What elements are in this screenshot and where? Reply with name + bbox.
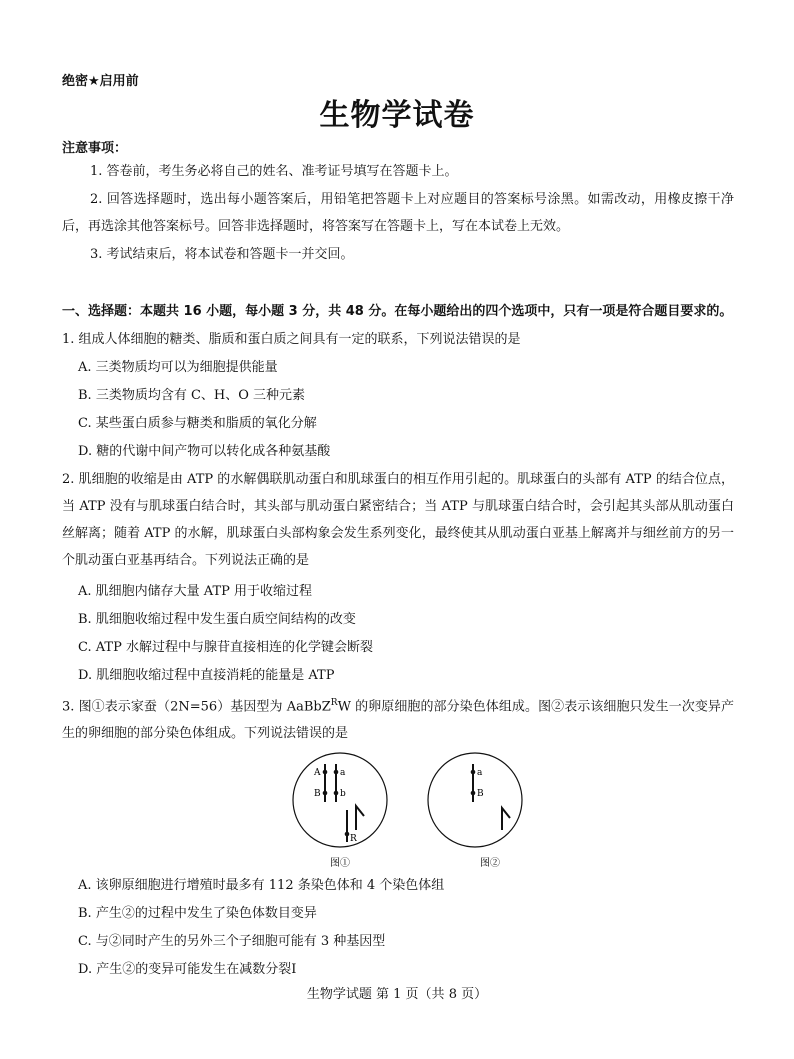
question-3-option-a: A. 该卵原细胞进行增殖时最多有 112 条染色体和 4 个染色体组 bbox=[78, 878, 445, 893]
question-2-stem: 2. 肌细胞的收缩是由 ATP 的水解偶联肌动蛋白和肌球蛋白的相互作用引起的。肌球蛋白的头部有 ATP 的结合位点，当 ATP 没有与肌球蛋白结合时，其头部与肌动蛋白紧密结合；当 ATP 与肌球蛋白结合时，会引起其头部从肌动蛋白丝解离；随着 ATP 的水解，肌球蛋白头部构象会发生系列变化，最终使其从肌动蛋白亚基上解离并与细丝前方的另一个肌动蛋白亚基再结合。下列说法正确的是 bbox=[62, 472, 734, 568]
figure-1-gene-locus-b-lower bbox=[334, 791, 339, 796]
figure-1-gene-locus-r bbox=[345, 832, 350, 837]
notice-item-3: 3. 考试结束后，将本试卷和答题卡一并交回。 bbox=[90, 247, 354, 262]
figure-1-gene-locus-a-upper bbox=[323, 770, 328, 775]
figure-1-label-a-upper: A bbox=[314, 768, 321, 778]
figure-1 bbox=[293, 753, 387, 869]
question-1-option-c: C. 某些蛋白质参与糖类和脂质的氧化分解 bbox=[78, 416, 317, 431]
question-3-stem-superscript: R bbox=[330, 698, 338, 708]
figure-2-cell-outline bbox=[428, 753, 522, 847]
figure-2-w-chromosome bbox=[502, 808, 510, 830]
page-footer: 生物学试题 第 1 页（共 8 页） bbox=[306, 987, 488, 1002]
figure-2-caption: 图② bbox=[480, 858, 500, 869]
question-3-option-d: D. 产生②的变异可能发生在减数分裂Ⅰ bbox=[78, 962, 297, 977]
figure-2-gene-locus-a bbox=[471, 770, 476, 775]
figure-2-label-b: B bbox=[477, 789, 484, 799]
question-2-option-b: B. 肌细胞收缩过程中发生蛋白质空间结构的改变 bbox=[78, 612, 356, 627]
question-3-option-b: B. 产生②的过程中发生了染色体数目变异 bbox=[78, 906, 317, 921]
section-heading: 一、选择题：本题共 16 小题，每小题 3 分，共 48 分。在每小题给出的四个选项中，只有一项是符合题目要求的。 bbox=[62, 304, 733, 319]
figure-1-label-b-upper: B bbox=[314, 789, 321, 799]
question-3-figures bbox=[290, 748, 530, 876]
figure-2 bbox=[428, 753, 522, 869]
figure-1-gene-locus-b-upper bbox=[323, 791, 328, 796]
question-1-option-b: B. 三类物质均含有 C、H、O 三种元素 bbox=[78, 388, 306, 403]
figure-1-caption: 图① bbox=[330, 858, 350, 869]
figure-1-label-a-lower: a bbox=[340, 768, 346, 778]
notice-item-2: 2. 回答选择题时，选出每小题答案后，用铅笔把答题卡上对应题目的答案标号涂黑。如需改动，用橡皮擦干净后，再选涂其他答案标号。回答非选择题时，将答案写在答题卡上，写在本试卷上无效。 bbox=[62, 192, 734, 234]
figure-2-gene-locus-b bbox=[471, 791, 476, 796]
figure-1-w-chromosome bbox=[356, 806, 364, 830]
figure-1-gene-locus-a-lower bbox=[334, 770, 339, 775]
figure-1-label-b-lower: b bbox=[340, 789, 346, 799]
question-1-stem: 1. 组成人体细胞的糖类、脂质和蛋白质之间具有一定的联系，下列说法错误的是 bbox=[62, 332, 521, 347]
confidential-label: 绝密★启用前 bbox=[62, 74, 139, 89]
page-title: 生物学试卷 bbox=[319, 98, 475, 133]
notice-heading: 注意事项： bbox=[62, 141, 128, 156]
question-3-stem bbox=[62, 690, 734, 747]
question-1-option-a: A. 三类物质均可以为细胞提供能量 bbox=[78, 360, 278, 375]
question-2-option-a: A. 肌细胞内储存大量 ATP 用于收缩过程 bbox=[78, 584, 313, 599]
question-2-option-d: D. 肌细胞收缩过程中直接消耗的能量是 ATP bbox=[78, 668, 335, 683]
figure-2-label-a: a bbox=[477, 768, 483, 778]
question-3-stem-pre: 3. 图①表示家蚕（2N=56）基因型为 AaBbZ bbox=[62, 699, 331, 715]
question-3-option-c: C. 与②同时产生的另外三个子细胞可能有 3 种基因型 bbox=[78, 934, 386, 949]
question-2-option-c: C. ATP 水解过程中与腺苷直接相连的化学键会断裂 bbox=[78, 640, 373, 655]
question-1-option-d: D. 糖的代谢中间产物可以转化成各种氨基酸 bbox=[78, 444, 331, 459]
figure-1-label-r: R bbox=[350, 834, 357, 844]
notice-item-1: 1. 答卷前，考生务必将自己的姓名、准考证号填写在答题卡上。 bbox=[90, 164, 458, 179]
question-3-stem-post: W 的卵原细胞的部分染色体组成。图②表示该细胞只发生一次变异产生的卵细胞的部分染色体组成。下列说法错误的是 bbox=[62, 699, 734, 742]
